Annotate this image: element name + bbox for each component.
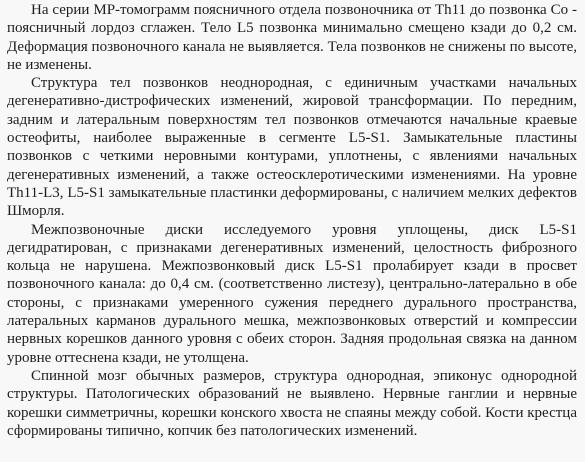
paragraph-vertebral-structure: Структура тел позвонков неоднородная, с единичным участками начальных дегенеративно-дистрофических изменений, жировой трансформации. По передним, задним и латеральным поверхностям тел позвонков отмечаются начальные краевые остеофиты, наиболее выраженные в сегменте L5-S1. Замыкательные пластины позвонков с четкими неровными контурами, уплотнены, с явлениями начальных дегенеративных изменений, а также остеосклеротическими изменениями. На уровне Th11-L3, L5-S1 замыкательные пластинки деформированы, с наличием мелких дефектов Шморля.	[7, 75, 577, 220]
paragraph-intervertebral-discs: Межпозвоночные диски исследуемого уровня уплощены, диск L5-S1 дегидратирован, с признаками дегенеративных изменений, целостность фиброзного кольца не нарушена. Межпозвонковый диск L5-S1 пролабирует кзади в просвет позвоночного канала: до 0,4 см. (соответственно листезу), центрально-латерально в обе стороны, с признаками умеренного сужения переднего дурального пространства, латеральных карманов дурального мешка, межпозвонковых отверстий и компрессии нервных корешков данного уровня с обеих сторон. Задняя продольная связка на данном уровне оттеснена кзади, не утолщена.	[7, 221, 577, 366]
paragraph-vertebral-bodies: На серии МР-томограмм поясничного отдела позвоночника от Th11 до позвонка Со - поясничный лордоз сглажен. Тело L5 позвонка минимально смещено кзади до 0,2 см. Деформация позвоночного канала не выявляется. Тела позвонков не снижены по высоте, не изменены.	[7, 2, 577, 73]
paragraph-spinal-cord: Спинной мозг обычных размеров, структура однородная, эпиконус однородной структуры. Патологических образований не выявлено. Нервные ганглии и нервные корешки симметричны, корешки конского хвоста не спаяны между собой. Кости крестца сформированы типично, копчик без патологических изменений.	[7, 367, 577, 439]
